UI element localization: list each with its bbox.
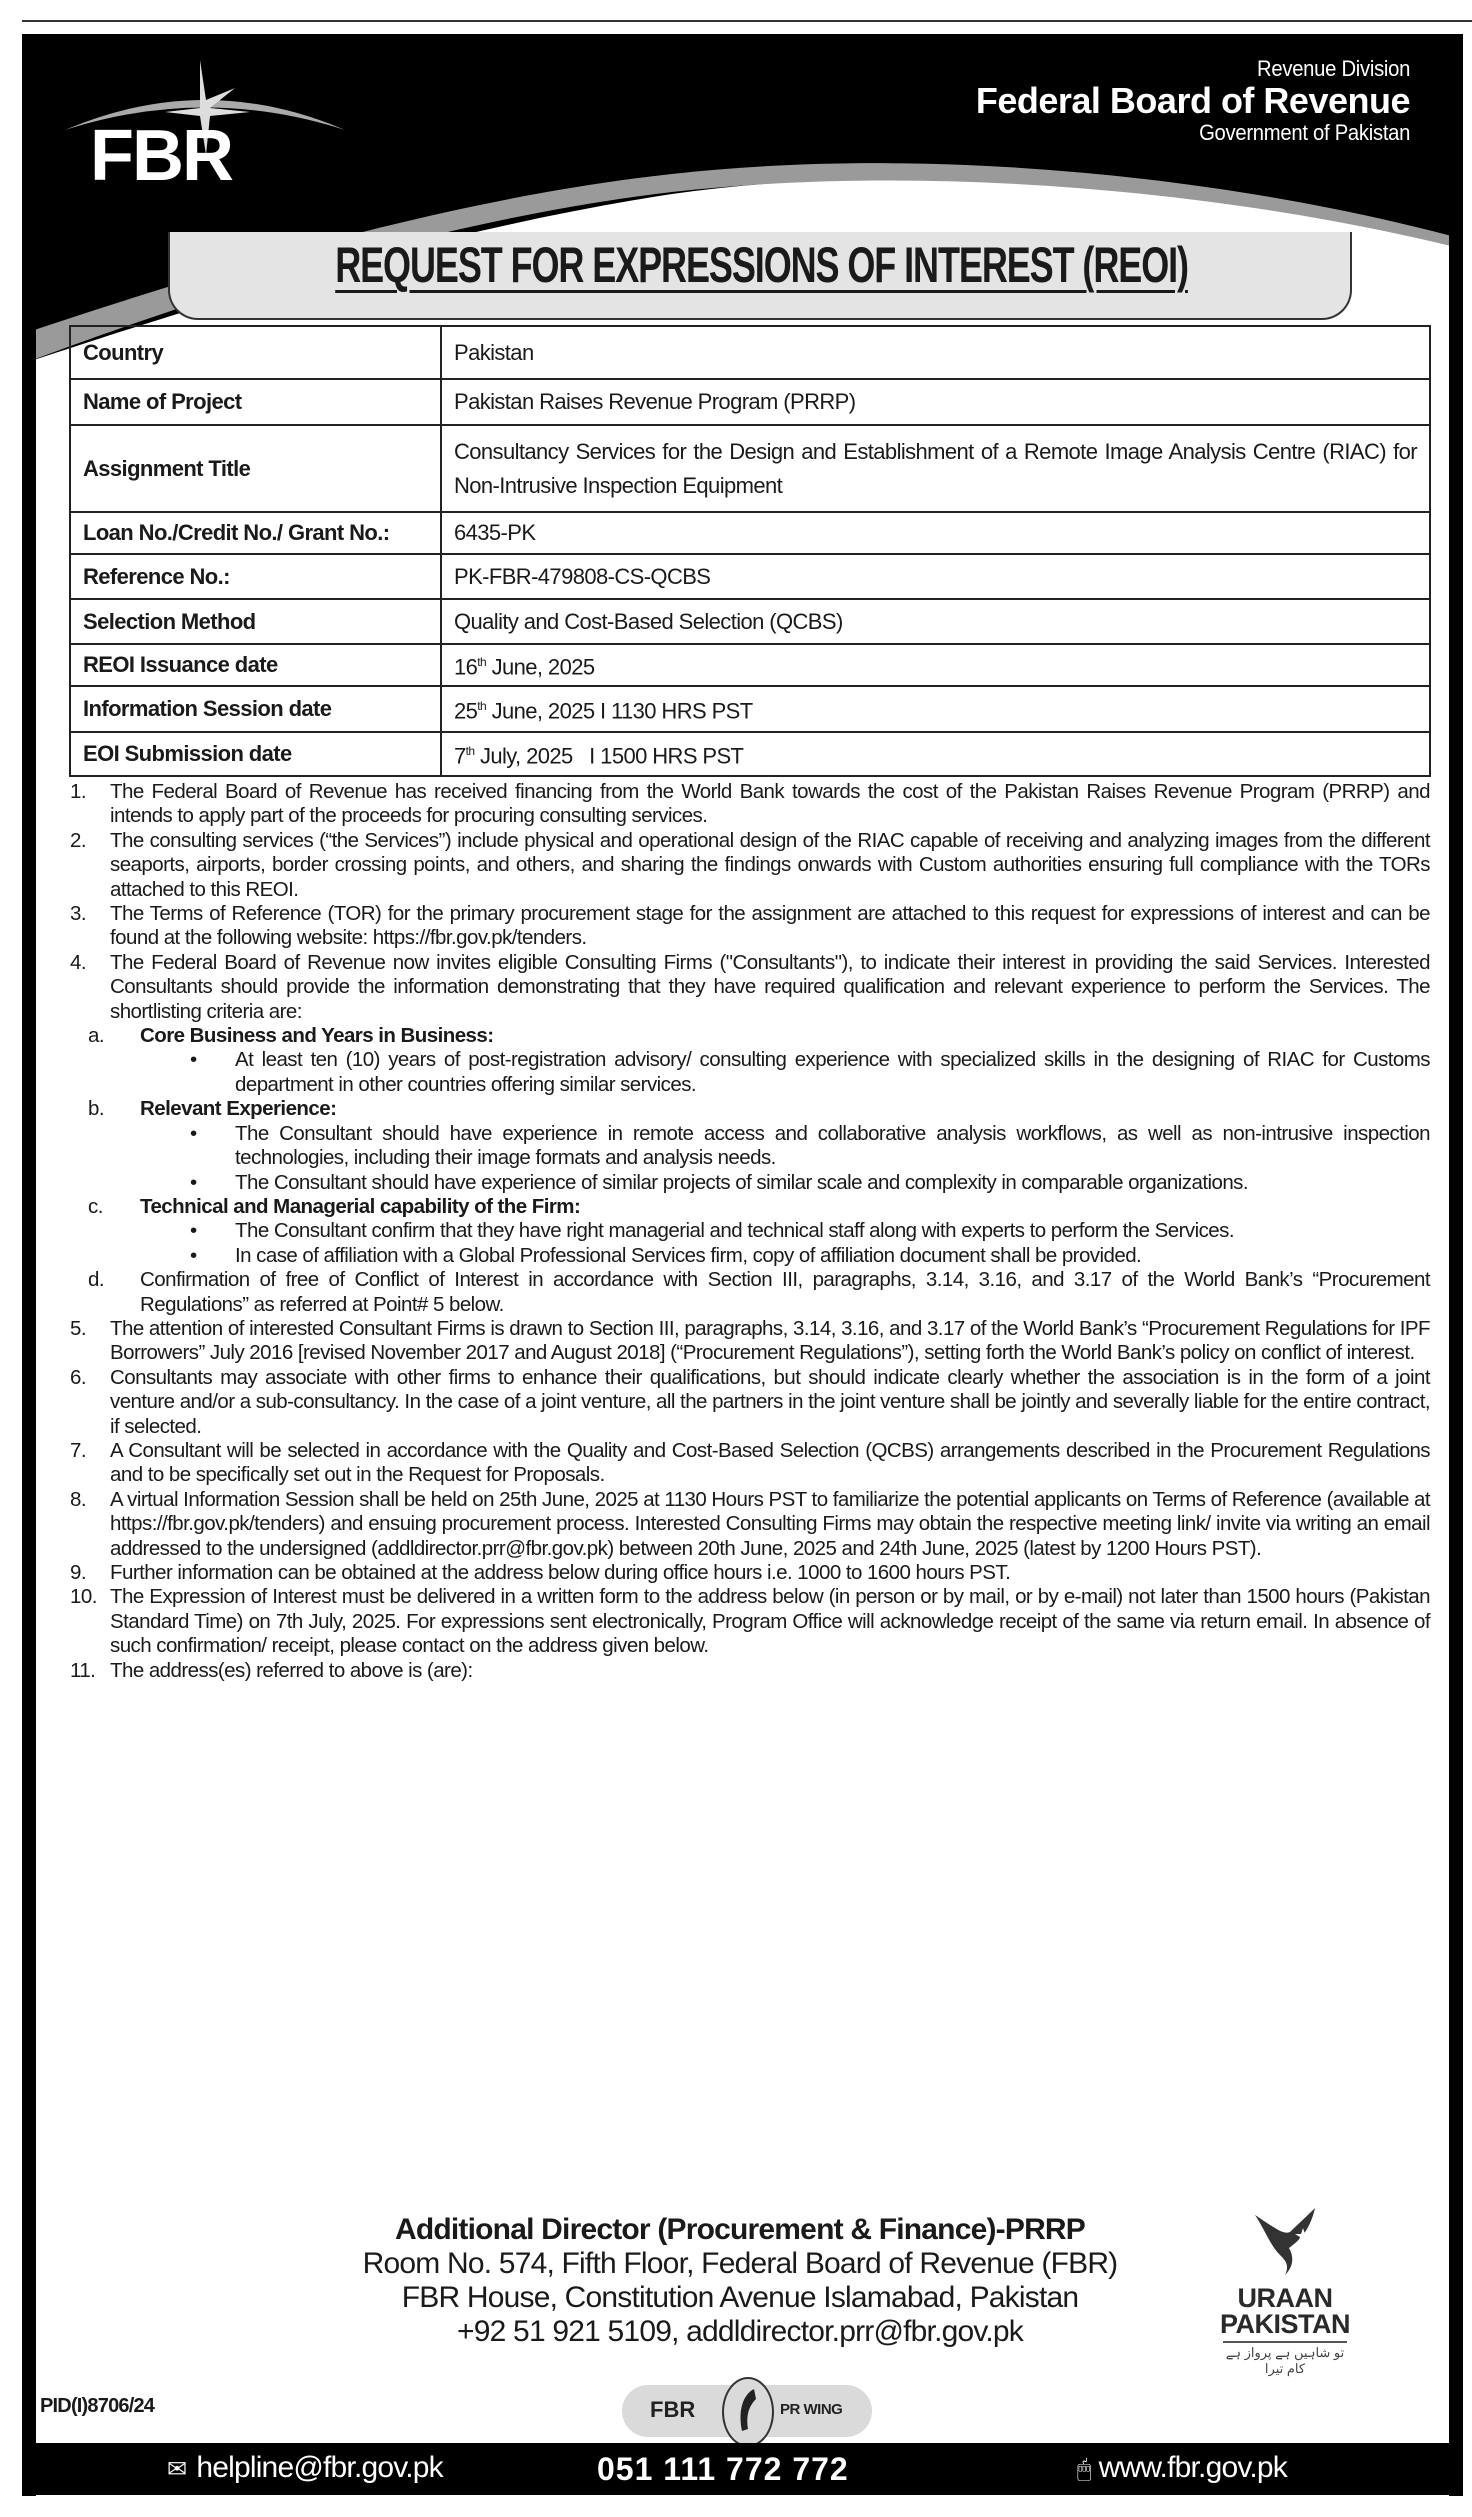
frame-border-right [1449, 34, 1463, 2496]
footer-contact-bar [22, 2443, 1463, 2495]
row-label: Name of Project [70, 379, 441, 425]
bullet-item: • In case of affiliation with a Global Professional Services firm, copy of affiliation document shall be provided. [190, 1243, 1142, 1267]
row-value: 6435-PK [441, 512, 1430, 554]
eagle-icon [1245, 2200, 1325, 2280]
page-title: REQUEST FOR EXPRESSIONS OF INTEREST (REOI) [335, 237, 1188, 293]
row-value: 25th June, 2025 I 1130 HRS PST [441, 686, 1430, 732]
row-label: Reference No.: [70, 554, 441, 599]
bullet-item: • The Consultant confirm that they have right managerial and technical staff along with experts to perform the Services. [190, 1219, 1234, 1243]
pid-number: PID(I)8706/24 [40, 2395, 155, 2417]
top-rule [22, 20, 1472, 22]
division-label: Revenue Division [1256, 56, 1410, 81]
list-item: 10. The Expression of Interest must be delivered in a written form to the address below (in person or by mail, or by e-mail) not later than 1500 hours (Pakistan Standard Time) on 7th July, 2025. For expressions sent electronically, Program Office will acknowledge receipt of the same via return email. In absence of such confirmation/ receipt, please contact on the address given below. [70, 1585, 1430, 1658]
reoi-info-table [69, 325, 1431, 777]
row-value: 16th June, 2025 [441, 644, 1430, 686]
header-org-block [976, 56, 1410, 146]
uraan-pakistan-logo: URAAN PAKISTAN تو شاہیں ہے پرواز ہے کام تیرا [1215, 2200, 1355, 2375]
list-item: 6. Consultants may associate with other firms to enhance their qualifications, but should indicate clearly whether the association is in the form of a joint venture and/or a sub-consultancy. In the case of a joint venture, all the partners in the joint venture shall be jointly and severally liable for the entire contract, if selected. [70, 1365, 1430, 1438]
row-label: Country [70, 326, 441, 379]
row-label: Assignment Title [70, 425, 441, 512]
list-item: 1. The Federal Board of Revenue has received financing from the World Bank towards the cost of the Pakistan Raises Revenue Program (PRRP) and intends to apply part of the proceeds for procuring consulting services. [70, 780, 1430, 828]
bullet-item: • The Consultant should have experience in remote access and collaborative analysis workflows, as well as non-intrusive inspection technologies, including their image formats and analysis needs. [190, 1121, 1430, 1170]
list-item: 11. The address(es) referred to above is (are): [70, 1658, 473, 1682]
fbr-logo-icon [60, 60, 350, 190]
row-value: PK-FBR-479808-CS-QCBS [441, 554, 1430, 599]
email-icon: ✉ [167, 2456, 187, 2483]
svg-text:FBR: FBR [90, 116, 232, 190]
table-row [70, 644, 1430, 686]
row-value: Pakistan [441, 326, 1430, 379]
criteria-a: a. Core Business and Years in Business: [88, 1024, 494, 1048]
table-row [70, 599, 1430, 644]
list-item: 4. The Federal Board of Revenue now invites eligible Consulting Firms ("Consultants"), to indicate their interest in providing the said Services. Interested Consultants should provide the information demonstrating that they have required qualification and relevant experience to perform the Services. The shortlisting criteria are: [70, 950, 1430, 1023]
bullet-item: • At least ten (10) years of post-registration advisory/ consulting experience with specialized skills in the designing of RIAC for Customs department in other countries offering similar services. [190, 1048, 1430, 1096]
address-line-3[interactable]: +92 51 921 5109, addldirector.prr@fbr.gov.pk [457, 2315, 1023, 2348]
table-row [70, 512, 1430, 554]
criteria-b: b. Relevant Experience: [88, 1097, 337, 1121]
title-box [168, 232, 1352, 320]
row-value: Quality and Cost-Based Selection (QCBS) [441, 599, 1430, 644]
footer-website[interactable]: 🖱 www.fbr.gov.pk [1077, 2451, 1287, 2484]
list-item: 5. The attention of interested Consultant Firms is drawn to Section III, paragraphs, 3.14, 3.16, and 3.17 of the World Bank’s “Procurement Regulations for IPF Borrowers” July 2016 [revised November 2017 and August 2018] (“Procurement Regulations”), setting forth the World Bank’s policy on conflict of interest. [70, 1316, 1430, 1365]
row-value: Consultancy Services for the Design and Establishment of a Remote Image Analysis Centre (RIAC) for Non-Intrusive Inspection Equipment [441, 425, 1430, 512]
list-item: 2. The consulting services (“the Services”) include physical and operational design of the RIAC capable of receiving and analyzing images from the different seaports, airports, border crossing points, and others, and sharing the findings onwards with Custom authorities ensuring full compliance with the TORs attached to this REOI. [70, 828, 1430, 901]
row-label: EOI Submission date [70, 732, 441, 776]
list-item: 8. A virtual Information Session shall be held on 25th June, 2025 at 1130 Hours PST to familiarize the potential applicants on Terms of Reference (available at https://fbr.gov.pk/tenders) and ensuing procurement process. Interested Consulting Firms may obtain the respective meeting link/ invite via writing an email addressed to the undersigned (addldirector.prr@fbr.gov.pk) between 20th June, 2025 and 24th June, 2025 (latest by 1200 Hours PST). [70, 1487, 1430, 1560]
footer-email[interactable]: ✉ helpline@fbr.gov.pk [167, 2451, 443, 2484]
row-value: Pakistan Raises Revenue Program (PRRP) [441, 379, 1430, 425]
mouse-icon: 🖱 [1077, 2456, 1091, 2483]
criteria-d: d. Confirmation of free of Conflict of Interest in accordance with Section III, paragraphs, 3.14, 3.16, and 3.17 of the World Bank’s “Procurement Regulations” as referred at Point# 5 below. [88, 1268, 1430, 1316]
government-label: Government of Pakistan [1198, 120, 1410, 145]
bullet-item: • The Consultant should have experience of similar projects of similar scale and complexity in comparable organizations. [190, 1170, 1249, 1194]
table-row [70, 425, 1430, 512]
footer-phone[interactable]: 051 111 772 772 [597, 2451, 849, 2487]
contact-address [300, 2213, 1180, 2349]
table-row [70, 379, 1430, 425]
list-item: 9. Further information can be obtained at the address below during office hours i.e. 1000 to 1600 hours PST. [70, 1561, 1011, 1584]
table-row [70, 326, 1430, 379]
organization-name: Federal Board of Revenue [975, 80, 1410, 121]
address-line-2: FBR House, Constitution Avenue Islamabad, Pakistan [401, 2281, 1079, 2314]
row-label: Selection Method [70, 599, 441, 644]
address-title: Additional Director (Procurement & Finance)-PRRP [394, 2213, 1086, 2246]
criteria-c: c. Technical and Managerial capability of the Firm: [88, 1194, 581, 1218]
address-line-1: Room No. 574, Fifth Floor, Federal Board of Revenue (FBR) [362, 2247, 1118, 2280]
row-label: REOI Issuance date [70, 644, 441, 686]
row-label: Information Session date [70, 686, 441, 732]
pr-wing-badge: FBR PR WING [622, 2385, 872, 2437]
frame-border-left [22, 34, 36, 2496]
reoi-body [70, 780, 1430, 1683]
list-item: 3. The Terms of Reference (TOR) for the primary procurement stage for the assignment are attached to this request for expressions of interest and can be found at the following website: https://fbr.gov.pk/tenders. [70, 902, 1430, 950]
table-row [70, 554, 1430, 599]
table-row [70, 686, 1430, 732]
list-item: 7. A Consultant will be selected in accordance with the Quality and Cost-Based Selection (QCBS) arrangements described in the Procurement Regulations and to be specifically set out in the Request for Proposals. [70, 1438, 1430, 1487]
row-value: 7th July, 2025 I 1500 HRS PST [441, 732, 1430, 776]
phone-icon [722, 2377, 774, 2447]
table-row [70, 732, 1430, 776]
row-label: Loan No./Credit No./ Grant No.: [70, 512, 441, 554]
